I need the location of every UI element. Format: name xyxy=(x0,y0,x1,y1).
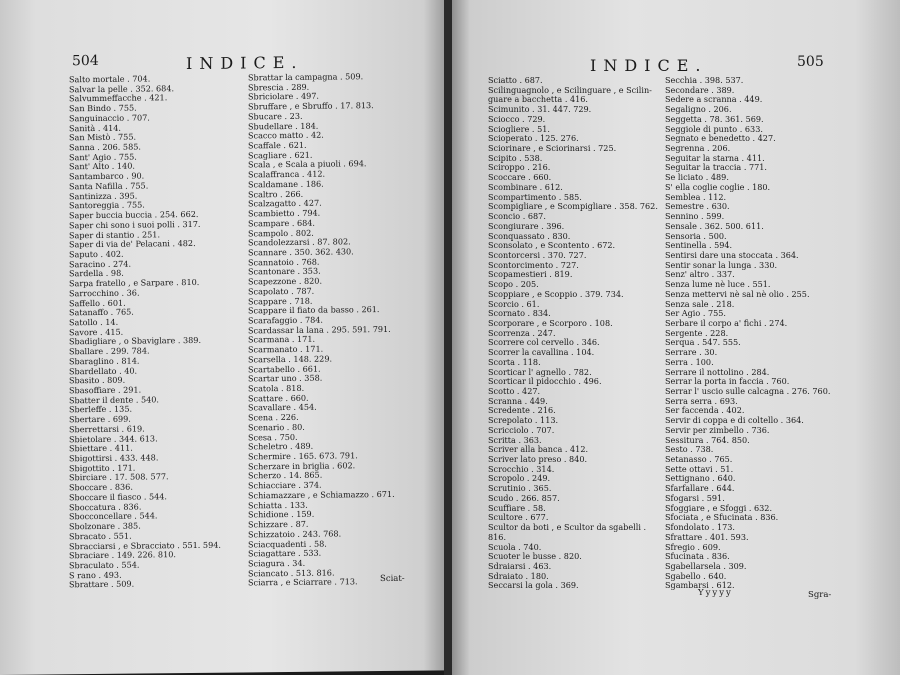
index-entry: Scala , e Scala a piuoli . 694. xyxy=(248,158,367,170)
index-entry: Sbertare . 699. xyxy=(69,413,131,425)
index-entry: Sciogliere . 51. xyxy=(488,123,550,134)
index-entry: Sardella . 98. xyxy=(69,268,124,279)
index-column xyxy=(69,74,221,591)
index-entry: Scarsella . 148. 229. xyxy=(248,353,333,365)
index-entry: Sciacquadenti . 58. xyxy=(248,538,327,549)
index-entry: Scorporare , e Scorporo . 108. xyxy=(488,317,613,328)
index-entry: Seguitar la starna . 411. xyxy=(665,152,765,163)
index-entry: Scongiurare . 396. xyxy=(488,220,565,231)
index-entry: Scorticar il pidocchio . 496. xyxy=(488,376,602,387)
index-entry: Scannare . 350. 362. 430. xyxy=(248,246,354,258)
index-entry: Sciorinare , e Sciorinarsi . 725. xyxy=(488,143,617,154)
index-entry: Sensale . 362. 500. 611. xyxy=(665,220,764,231)
index-entry: Sbadigliare , o Sbaviglare . 389. xyxy=(69,335,202,347)
index-entry: Sensoria . 500. xyxy=(665,230,727,241)
index-entry: Saputo . 402. xyxy=(69,248,124,260)
index-entry: Schizzare . 87. xyxy=(248,518,309,530)
index-entry: Scompartimento . 585. xyxy=(488,191,582,202)
index-entry: Satanaffo . 765. xyxy=(69,306,134,318)
index-entry: Scioperato . 125. 276. xyxy=(488,133,579,144)
index-entry: Scenario . 80. xyxy=(248,421,305,433)
left-page xyxy=(0,0,446,675)
index-entry: Scriver lato preso . 840. xyxy=(488,454,588,465)
index-entry: Senza lume nè luce . 551. xyxy=(665,279,771,290)
index-entry: Scudo . 266. 857. xyxy=(488,492,560,503)
index-entry: Ser faccenda . 402. xyxy=(665,405,745,416)
index-entry: Scannatoio . 768. xyxy=(248,256,320,268)
index-entry: Schiamazzare , e Schiamazzo . 671. xyxy=(248,488,395,501)
index-entry: Sbasoffiare . 291. xyxy=(69,384,142,396)
index-entry: Santinizza . 395. xyxy=(69,190,138,201)
index-entry: Sbigottirsi . 433. 448. xyxy=(69,452,159,464)
index-entry: Scricciolo . 707. xyxy=(488,424,555,435)
index-entry: Scartabello . 661. xyxy=(248,363,321,374)
index-entry: Senza sale . 218. xyxy=(665,298,735,309)
index-entry: Sgambarsi . 612. xyxy=(665,580,735,591)
index-entry: Scopamestieri . 819. xyxy=(488,269,573,280)
index-entry: Sennino . 599. xyxy=(665,211,725,222)
index-entry: Sberrettarsi . 619. xyxy=(69,423,145,435)
index-entry: Sbaraglino . 814. xyxy=(69,355,140,367)
index-entry: Sanguinaccio . 707. xyxy=(69,112,150,124)
index-entry: Sedere a scranna . 449. xyxy=(665,94,763,105)
index-entry: Senza mettervi nè sal nè olio . 255. xyxy=(665,288,810,299)
index-entry: Schiatta . 133. xyxy=(248,499,308,511)
index-entry: Scesa . 750. xyxy=(248,431,298,442)
index-entry: Sbrescia . 289. xyxy=(248,81,310,93)
index-entry: Sconquassato . 830. xyxy=(488,230,571,241)
page-number: 505 xyxy=(797,54,824,70)
index-entry: Scheletro . 489. xyxy=(248,441,314,452)
index-entry: Serrar la porta in faccia . 760. xyxy=(665,376,790,387)
index-entry: Saper di stantio . 251. xyxy=(69,228,161,240)
index-entry: Scuola . 740. xyxy=(488,541,542,552)
index-entry: Serrare . 30. xyxy=(665,347,718,358)
index-entry: Sbiettare . 411. xyxy=(69,442,133,454)
index-entry: Sbasito . 809. xyxy=(69,374,126,386)
index-entry: Serrare il nottolino . 284. xyxy=(665,366,770,377)
index-entry: Sfogarsi . 591. xyxy=(665,492,725,503)
index-entry: Sbracato . 551. xyxy=(69,530,132,542)
index-entry: Salvummeffacche . 421. xyxy=(69,92,168,104)
index-entry: Sbigottito . 171. xyxy=(69,462,136,474)
index-entry: Secchia . 398. 537. xyxy=(665,75,744,85)
index-entry: Scambietto . 794. xyxy=(248,207,321,219)
catchword: Sgra- xyxy=(808,590,832,600)
index-entry: Scultor da boti , e Scultor da sgabelli . xyxy=(488,522,647,533)
index-entry: Sbrattare . 509. xyxy=(69,578,135,590)
index-entry: Scapezzone . 820. xyxy=(248,275,323,287)
index-entry: Saper buccia buccia . 254. 662. xyxy=(69,208,199,221)
index-entry: Saffello . 601. xyxy=(69,297,126,308)
index-entry: Scimunito . 31. 447. 729. xyxy=(488,104,592,115)
index-entry: San Mistò . 755. xyxy=(69,131,137,143)
index-entry: Sgabellarsela . 309. xyxy=(665,560,747,571)
index-entry: Sbardellato . 40. xyxy=(69,365,138,376)
index-entry: Santambarco . 90. xyxy=(69,170,145,182)
index-entry: Servir di coppa e di coltello . 364. xyxy=(665,415,804,426)
index-entry: Scritta . 363. xyxy=(488,434,542,445)
index-entry: Saper chi sono i suoi polli . 317. xyxy=(69,218,201,231)
index-entry: Sciocco . 729. xyxy=(488,113,546,124)
index-entry: Scropolo . 249. xyxy=(488,473,551,484)
index-entry: Scappare il fiato da basso . 261. xyxy=(248,304,380,316)
index-entry: Scranna . 449. xyxy=(488,395,548,406)
index-entry: Scilinguagnolo , e Scilinguare , e Scilin- xyxy=(488,84,652,95)
index-entry: Scorta . 118. xyxy=(488,356,541,367)
index-entry: Serrar l' uscio sulle calcagna . 276. 760. xyxy=(665,386,831,396)
index-entry: Seggiole di punto . 633. xyxy=(665,123,763,134)
index-entry: Sconsolato , e Scontento . 672. xyxy=(488,240,616,251)
index-entry: Semestre . 630. xyxy=(665,201,730,212)
index-entry: Scapolato . 787. xyxy=(248,285,315,297)
index-column xyxy=(488,76,658,591)
index-entry: Scontorcersi . 370. 727. xyxy=(488,249,587,260)
index-entry: Scardassar la lana . 295. 591. 791. xyxy=(248,323,391,336)
index-entry: Sciatto . 687. xyxy=(488,75,543,85)
index-entry: Semblea . 112. xyxy=(665,191,727,202)
index-entry: Scuffiare . 58. xyxy=(488,502,546,513)
index-entry: Segrenna . 206. xyxy=(665,143,731,154)
index-entry: Sfoggiare , e Sfoggi . 632. xyxy=(665,502,773,513)
index-entry: Schermire . 165. 673. 791. xyxy=(248,450,358,462)
index-entry: 816. xyxy=(488,531,507,542)
index-entry: Scorticar l' agnello . 782. xyxy=(488,366,592,377)
index-entry: Sballare . 299. 784. xyxy=(69,345,150,357)
index-entry: Scoccare . 660. xyxy=(488,172,552,183)
signature-mark: Yyyyy xyxy=(698,588,733,598)
index-entry: Scartar uno . 358. xyxy=(248,372,323,384)
index-entry: Scultore . 677. xyxy=(488,512,549,523)
index-entry: Sfucinata . 836. xyxy=(665,551,730,562)
index-entry: Sesto . 738. xyxy=(665,444,714,455)
index-entry: Segaligno . 206. xyxy=(665,104,732,115)
index-entry: S rano . 493. xyxy=(69,569,122,580)
index-entry: Salto mortale . 704. xyxy=(69,73,151,85)
index-entry: Scaldamane . 186. xyxy=(248,178,324,190)
index-entry: Sanità . 414. xyxy=(69,122,121,133)
index-entry: Sciroppo . 216. xyxy=(488,162,551,173)
index-entry: Saper di via de' Pelacani . 482. xyxy=(69,238,196,250)
index-entry: Sdraiarsi . 463. xyxy=(488,560,552,571)
index-entry: Scarafaggio . 784. xyxy=(248,314,323,326)
index-entry: Sfociata , e Sfucinata . 836. xyxy=(665,512,779,523)
index-entry: Sbracciarsi , e Sbracciato . 551. 594. xyxy=(69,539,221,551)
index-entry: S' ella coglie coglie . 180. xyxy=(665,181,771,192)
right-page xyxy=(452,0,900,675)
index-entry: Sant' Agio . 755. xyxy=(69,151,137,163)
index-entry: Scampare . 684. xyxy=(248,217,315,229)
index-entry: Scantonare . 353. xyxy=(248,266,321,277)
index-entry: Sbatter il dente . 540. xyxy=(69,394,160,405)
index-entry: San Bindo . 755. xyxy=(69,102,137,114)
index-entry: Sbraciare . 149. 226. 810. xyxy=(69,549,176,561)
index-entry: Schizzatoio . 243. 768. xyxy=(248,528,342,540)
index-entry: Sarrocchino . 36. xyxy=(69,287,140,299)
index-entry: Scrocchio . 314. xyxy=(488,463,555,474)
index-entry: Saracino . 274. xyxy=(69,258,132,269)
index-column xyxy=(665,76,830,591)
index-entry: Sfarfallare . 644. xyxy=(665,483,735,494)
index-column xyxy=(248,72,395,589)
index-entry: Sbruffare , e Sbruffo . 17. 813. xyxy=(248,100,374,112)
index-entry: Scavallare . 454. xyxy=(248,402,317,413)
index-entry: Secondare . 389. xyxy=(665,84,735,95)
index-entry: Scuoter le busse . 820. xyxy=(488,551,582,562)
index-entry: Servir per zimbello . 736. xyxy=(665,424,770,435)
index-entry: Scorrere col cervello . 346. xyxy=(488,337,600,348)
index-entry: Scaltro . 266. xyxy=(248,188,304,200)
index-entry: Sbudellare . 184. xyxy=(248,120,319,131)
index-entry: Scompigliare , e Scompigliare . 358. 762. xyxy=(488,201,658,212)
index-entry: Sfondolato . 173. xyxy=(665,522,735,533)
index-entry: Scorcio . 61. xyxy=(488,298,540,309)
index-entry: Ser Agio . 755. xyxy=(665,308,727,319)
index-entry: Sfrattare . 401. 593. xyxy=(665,531,749,542)
index-entry: Scena . 226. xyxy=(248,412,299,423)
index-entry: Sergente . 228. xyxy=(665,327,729,338)
index-entry: Sboccatura . 836. xyxy=(69,501,142,512)
index-entry: Sfregio . 609. xyxy=(665,541,721,552)
index-entry: Sbirciare . 17. 508. 577. xyxy=(69,471,169,483)
index-entry: Serra serra . 693. xyxy=(665,395,738,406)
index-entry: Scorrer la cavallina . 104. xyxy=(488,347,595,358)
index-entry: Sberleffe . 135. xyxy=(69,404,133,415)
index-entry: Scagliare . 621. xyxy=(248,149,313,161)
index-entry: Sant' Alto . 140. xyxy=(69,161,135,172)
index-entry: Serbare il corpo a' fichi . 274. xyxy=(665,317,788,328)
index-entry: Se liciato . 489. xyxy=(665,172,729,183)
index-entry: Scalaffranca . 412. xyxy=(248,168,326,180)
index-entry: Scatola . 818. xyxy=(248,382,305,394)
index-entry: Settignano . 640. xyxy=(665,473,736,484)
index-entry: Seggetta . 78. 361. 569. xyxy=(665,113,764,124)
index-entry: Sentirsi dare una stoccata . 364. xyxy=(665,249,799,260)
index-entry: Scriver alla banca . 412. xyxy=(488,444,589,455)
index-entry: Scandolezzarsi . 87. 802. xyxy=(248,236,351,248)
index-entry: Scalzagatto . 427. xyxy=(248,197,322,209)
index-entry: Sbocconcellare . 544. xyxy=(69,510,158,522)
page-title: INDICE. xyxy=(186,52,304,74)
index-entry: Sbraculato . 554. xyxy=(69,559,140,571)
index-entry: Seccarsi la gola . 369. xyxy=(488,580,579,591)
index-entry: guare a bacchetta . 416. xyxy=(488,94,588,105)
index-entry: Scherzo . 14. 865. xyxy=(248,470,323,481)
index-entry: Sbucare . 23. xyxy=(248,110,303,122)
index-entry: Sbrattar la campagna . 509. xyxy=(248,71,364,83)
index-entry: Sanna . 206. 585. xyxy=(69,141,141,153)
index-entry: Seguitar la traccia . 771. xyxy=(665,162,767,173)
index-entry: Scarmanato . 171. xyxy=(248,343,324,355)
index-entry: Scontorcimento . 727. xyxy=(488,259,579,270)
page-number: 504 xyxy=(72,52,99,70)
index-entry: Scaffale . 621. xyxy=(248,139,307,151)
index-entry: Sboccare . 836. xyxy=(69,481,133,493)
index-entry: Sessitura . 764. 850. xyxy=(665,434,750,445)
index-entry: Scotto . 427. xyxy=(488,386,541,396)
index-entry: Scombinare . 612. xyxy=(488,181,563,192)
index-entry: Sconcio . 687. xyxy=(488,211,546,222)
index-entry: Savore . 415. xyxy=(69,326,124,337)
index-entry: Screpolato . 113. xyxy=(488,415,559,426)
index-entry: Scorrenza . 247. xyxy=(488,327,556,338)
index-entry: Sciagura . 34. xyxy=(248,557,306,569)
index-entry: Sdraiato . 180. xyxy=(488,570,549,581)
index-entry: Sciarra , e Sciarrare . 713. xyxy=(248,576,358,588)
index-entry: Sarpa fratello , e Sarpare . 810. xyxy=(69,277,200,289)
index-entry: Santa Nafilla . 755. xyxy=(69,180,149,192)
index-entry: Sboccare il fiasco . 544. xyxy=(69,491,167,503)
index-entry: Schiacciare . 374. xyxy=(248,479,322,491)
index-entry: Setanasso . 765. xyxy=(665,454,733,465)
index-entry: Scopo . 205. xyxy=(488,279,539,290)
index-entry: Scipito . 538. xyxy=(488,152,543,163)
index-entry: Serra . 100. xyxy=(665,356,714,367)
index-entry: Scornato . 834. xyxy=(488,308,551,319)
catchword: Sciat- xyxy=(380,573,405,585)
index-entry: Sbolzonare . 385. xyxy=(69,520,141,532)
index-entry: Schidione . 159. xyxy=(248,509,315,520)
index-entry: Scacco matto . 42. xyxy=(248,129,324,141)
index-entry: Santoreggia . 755. xyxy=(69,199,145,211)
index-entry: Scredente . 216. xyxy=(488,405,556,416)
index-entry: Sciagattare . 533. xyxy=(248,547,322,559)
index-entry: Sgabello . 640. xyxy=(665,570,727,581)
index-entry: Scampolo . 802. xyxy=(248,227,314,238)
index-entry: Serqua . 547. 555. xyxy=(665,337,741,348)
index-entry: Sette ottavi . 51. xyxy=(665,463,734,474)
index-entry: Scattare . 660. xyxy=(248,392,309,404)
index-entry: Segnato e benedetto . 427. xyxy=(665,133,776,144)
index-entry: Scappare . 718. xyxy=(248,295,313,306)
index-entry: Sciancato . 513. 816. xyxy=(248,567,335,579)
index-entry: Sbriciolare . 497. xyxy=(248,91,319,102)
index-entry: Senz' altro . 337. xyxy=(665,269,735,280)
index-entry: Satollo . 14. xyxy=(69,316,119,328)
page-title: INDICE. xyxy=(590,56,708,75)
index-entry: Sentinella . 594. xyxy=(665,240,733,251)
index-entry: Sentir sonar la lunga . 330. xyxy=(665,259,778,270)
index-entry: Scrutinio . 365. xyxy=(488,483,552,494)
index-entry: Scoppiare , e Scoppio . 379. 734. xyxy=(488,288,624,299)
index-entry: Scherzare in briglia . 602. xyxy=(248,460,356,472)
index-entry: Scarmana . 171. xyxy=(248,334,316,345)
index-entry: Sbietolare . 344. 613. xyxy=(69,432,158,444)
index-entry: Salvar la pelle . 352. 684. xyxy=(69,82,175,94)
